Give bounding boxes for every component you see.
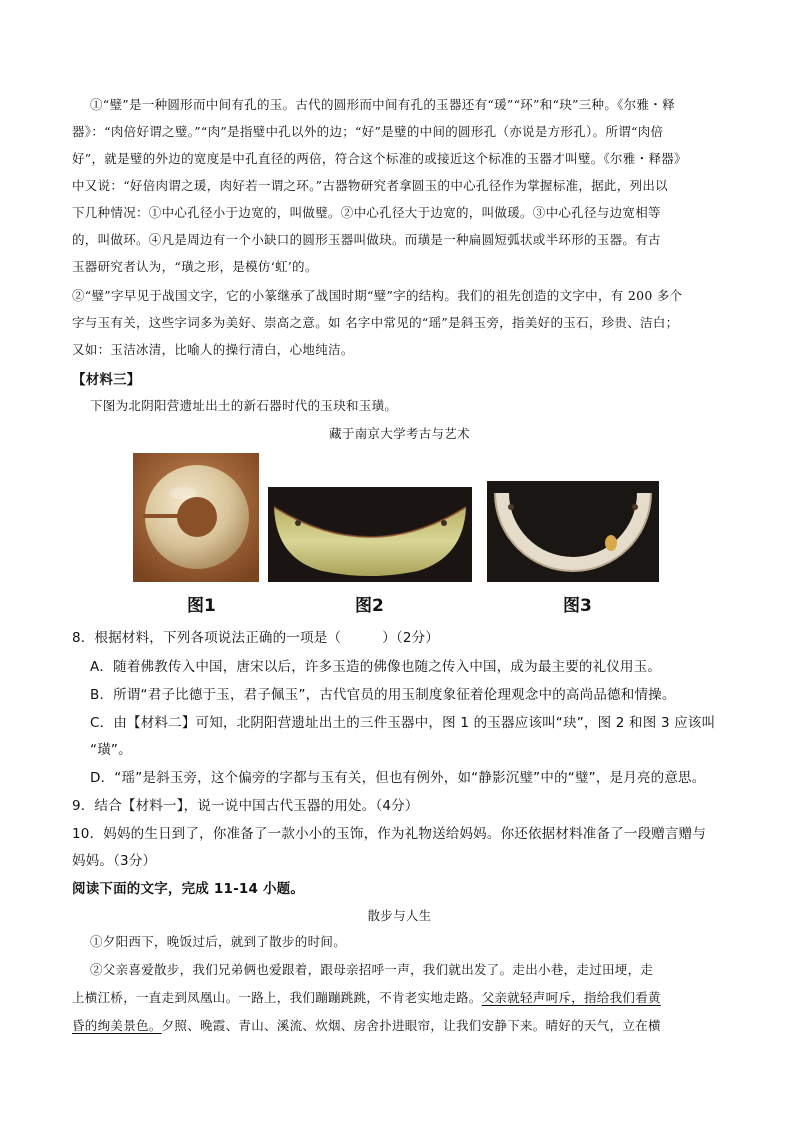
q8-stem: 8．根据材料，下列各项说法正确的一项是（ ）（2分） xyxy=(72,630,440,646)
essay-paragraph-2-line-1: ②父亲喜爱散步，我们兄弟俩也爱跟着，跟母亲招呼一声，我们就出发了。走出小巷，走过田埂，走 xyxy=(90,962,654,977)
figure-2-label: 图2 xyxy=(355,596,384,616)
reading-heading: 阅读下面的文字，完成 11-14 小题。 xyxy=(72,881,305,897)
q10-line-1: 10．妈妈的生日到了，你准备了一款小小的玉饰，作为礼物送给妈妈。你还依据材料准备了一段赠言赠与 xyxy=(72,826,707,842)
q8-option-a: A．随着佛教传入中国，唐宋以后，许多玉造的佛像也随之传入中国，成为最主要的礼仪用玉。 xyxy=(90,659,662,675)
q10-line-2: 妈妈。（3分） xyxy=(72,853,157,869)
q8-option-c-line-1: C．由【材料二】可知，北阴阳营遗址出土的三件玉器中，图 1 的玉器应该叫“玦”，图 2 和图 3 应该叫 xyxy=(90,715,716,731)
para2-line-3: 又如：玉洁冰清，比喻人的操行清白，心地纯洁。 xyxy=(72,342,354,357)
para2-line-1: ②“璧”字早见于战国文字，它的小篆继承了战国时期“璧”字的结构。我们的祖先创造的文字中，有 200 多个 xyxy=(72,288,683,303)
para1-line-5: 下几种情况：①中心孔径小于边宽的，叫做璧。②中心孔径大于边宽的，叫做瑗。③中心孔径与边宽相等 xyxy=(72,205,661,220)
figure-1-label: 图1 xyxy=(187,596,216,616)
figure-2-jade-huang-image xyxy=(268,487,472,582)
para1-line-1: ①“璧”是一种圆形而中间有孔的玉。古代的圆形而中间有孔的玉器还有“瑗”“环”和“玦”三种。《尔雅・释 xyxy=(90,97,675,112)
para1-line-6: 的，叫做环。④凡是周边有一个小缺口的圆形玉器叫做玦。而璜是一种扁圆短弧状或半环形的玉器。有古 xyxy=(72,232,661,247)
q8-option-b: B．所谓“君子比德于玉，君子佩玉”，古代官员的用玉制度象征着伦理观念中的高尚品德和情操。 xyxy=(90,687,676,703)
material3-heading: 【材料三】 xyxy=(72,372,141,388)
q8-option-c-line-2: “璜”。 xyxy=(90,742,132,758)
para1-line-2: 器》：“肉倍好谓之璧。”“肉”是指璧中孔以外的边；“好”是璧的中间的圆形孔（亦说是方形孔）。所谓“肉倍 xyxy=(72,124,664,139)
para1-line-4: 中又说：“好倍肉谓之瑗，肉好若一谓之环。”古器物研究者拿圆玉的中心孔径作为掌握标准，据此，列出以 xyxy=(72,178,668,193)
para1-line-7: 玉器研究者认为，“璜之形，是模仿‘虹’的。 xyxy=(72,259,318,274)
figure-3-jade-huang-image xyxy=(487,481,659,582)
q8-option-d: D．“瑶”是斜玉旁，这个偏旁的字都与玉有关，但也有例外，如“静影沉璧”中的“璧”，是月亮的意思。 xyxy=(90,770,706,786)
q9: 9．结合【材料一】，说一说中国古代玉器的用处。（4分） xyxy=(72,798,419,814)
material3-intro: 下图为北阴阳营遗址出土的新石器时代的玉玦和玉璜。 xyxy=(90,398,398,413)
para1-line-3: 好”，就是璧的外边的宽度是中孔直径的两倍，符合这个标准的或接近这个标准的玉器才叫璧。《尔雅・释器》 xyxy=(72,151,687,166)
para2-line-2: 字与玉有关，这些字词多为美好、崇高之意。如 名字中常见的“瑶”是斜玉旁，指美好的玉石，珍贵、洁白； xyxy=(72,315,679,330)
essay-title: 散步与人生 xyxy=(367,908,432,923)
essay-paragraph-2-line-3 xyxy=(72,1016,727,1034)
underlined-sentence-end: 昏的绚美景色。 xyxy=(72,1018,162,1033)
essay-text-continued: 夕照、晚霞、青山、溪流、炊烟、房舍扑进眼帘，让我们安静下来。晴好的天气，立在横 xyxy=(161,1018,661,1033)
essay-text: 上横江桥，一直走到凤凰山。一路上，我们蹦蹦跳跳，不肯老实地走路。 xyxy=(72,990,482,1005)
figure-1-jade-jue-image xyxy=(133,453,259,582)
essay-paragraph-2-line-2 xyxy=(72,988,727,1006)
figure-3-label: 图3 xyxy=(563,596,592,616)
museum-caption: 藏于南京大学考古与艺术 xyxy=(329,426,470,441)
underlined-sentence: 父亲就轻声呵斥，指给我们看黄 xyxy=(481,990,661,1005)
essay-paragraph-1: ①夕阳西下，晚饭过后，就到了散步的时间。 xyxy=(90,934,347,949)
